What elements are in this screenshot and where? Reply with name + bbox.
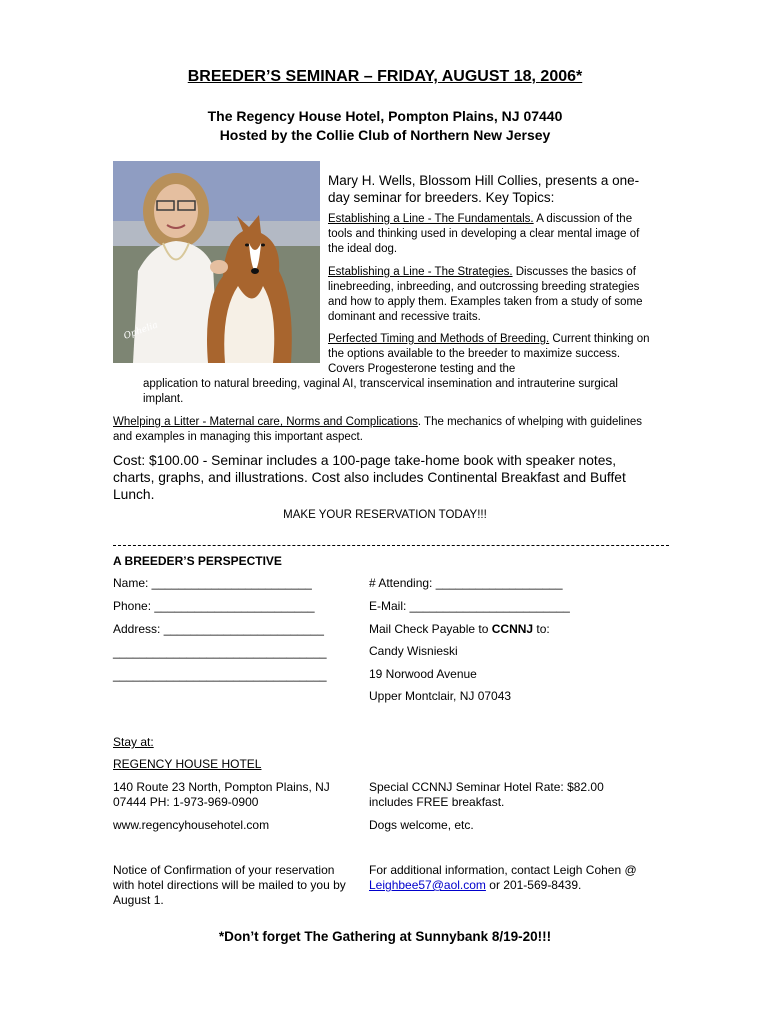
payee-name: Candy Wisnieski xyxy=(369,644,458,658)
hotel-address: 140 Route 23 North, Pompton Plains, NJ 07444 PH: 1-973-969-0900 xyxy=(113,780,330,809)
subtitle-location: The Regency House Hotel, Pompton Plains, NJ 07440 xyxy=(207,108,563,124)
contact-suffix: or 201-569-8439. xyxy=(485,878,582,892)
hotel-rate: Special CCNNJ Seminar Hotel Rate: $82.00 includes FREE breakfast. xyxy=(369,780,604,809)
dogs-note: Dogs welcome, etc. xyxy=(369,818,474,832)
topic-item xyxy=(328,212,658,257)
mail-check-org: CCNNJ xyxy=(491,622,534,636)
topic-description: A discussion of the tools and thinking used in developing a clear mental image of the ideal dog. xyxy=(328,213,640,255)
phone-field[interactable]: Phone: ________________________ xyxy=(113,599,315,613)
topic-item xyxy=(328,265,658,325)
payee-city: Upper Montclair, NJ 07043 xyxy=(369,689,512,703)
mail-check-suffix: to: xyxy=(533,622,550,636)
topic-heading: Establishing a Line - The Fundamentals. xyxy=(328,213,534,225)
topic-heading: Whelping a Litter - Maternal care, Norms and Complications xyxy=(113,416,418,428)
topic-heading: Perfected Timing and Methods of Breeding. xyxy=(328,333,550,345)
name-field[interactable]: Name: ________________________ xyxy=(113,576,312,590)
page-title: BREEDER’S SEMINAR – FRIDAY, AUGUST 18, 2006* xyxy=(187,68,583,85)
topic-item xyxy=(113,415,653,445)
topic-description: . The mechanics of whelping with guidelines and examples in managing this important aspect. xyxy=(113,416,643,443)
contact-prefix: For additional information, contact Leigh Cohen @ xyxy=(369,863,637,877)
photo-signature: Ophelia xyxy=(122,320,160,342)
contact-info xyxy=(369,863,659,893)
subtitle-host: Hosted by the Collie Club of Northern New Jersey xyxy=(219,127,551,143)
gathering-reminder: *Don’t forget The Gathering at Sunnybank 8/19-20!!! xyxy=(218,929,552,944)
form-heading: A BREEDER’S PERSPECTIVE xyxy=(113,554,282,568)
topic-description: Discusses the basics of linebreeding, inbreeding, and outcrossing breeding strategies and how to apply them. Examples taken from a study of some dominant and recessive traits. xyxy=(328,266,643,323)
hotel-name: REGENCY HOUSE HOTEL xyxy=(113,757,262,771)
reservation-cta: MAKE YOUR RESERVATION TODAY!!! xyxy=(283,509,487,521)
cut-line-divider xyxy=(113,545,669,546)
contact-email-link[interactable]: Leighbee57@aol.com xyxy=(369,878,486,892)
cost-text: Cost: $100.00 - Seminar includes a 100-page take-home book with speaker notes, charts, graphs, and illustrations. Cost also includes Continental Breakfast and Buffet Lunch. xyxy=(113,453,626,502)
mail-check-prefix: Mail Check Payable to xyxy=(369,622,492,636)
address-line-3[interactable]: ________________________________ xyxy=(113,668,327,682)
address-field[interactable]: Address: ________________________ xyxy=(113,622,324,636)
attending-field[interactable]: # Attending: ___________________ xyxy=(369,576,563,590)
speaker-photo xyxy=(113,161,320,363)
email-field[interactable]: E-Mail: ________________________ xyxy=(369,599,570,613)
topic-continuation: application to natural breeding, vaginal AI, transcervical insemination and intrauterine surgical implant. xyxy=(143,378,618,405)
hotel-website[interactable]: www.regencyhousehotel.com xyxy=(113,818,270,832)
mail-check-line xyxy=(369,622,550,637)
topic-heading: Establishing a Line - The Strategies. xyxy=(328,266,513,278)
intro-text: Mary H. Wells, Blossom Hill Collies, presents a one-day seminar for breeders. Key Topics: xyxy=(328,173,640,205)
confirmation-notice: Notice of Confirmation of your reservation with hotel directions will be mailed to you by August 1. xyxy=(113,863,346,907)
payee-street: 19 Norwood Avenue xyxy=(369,667,477,681)
topic-item xyxy=(328,332,653,377)
stay-at-label: Stay at: xyxy=(113,735,154,749)
topic-description: Current thinking on the options available to the breeder to maximize success. Covers Progesterone testing and the xyxy=(328,333,650,375)
address-line-2[interactable]: ________________________________ xyxy=(113,645,327,659)
